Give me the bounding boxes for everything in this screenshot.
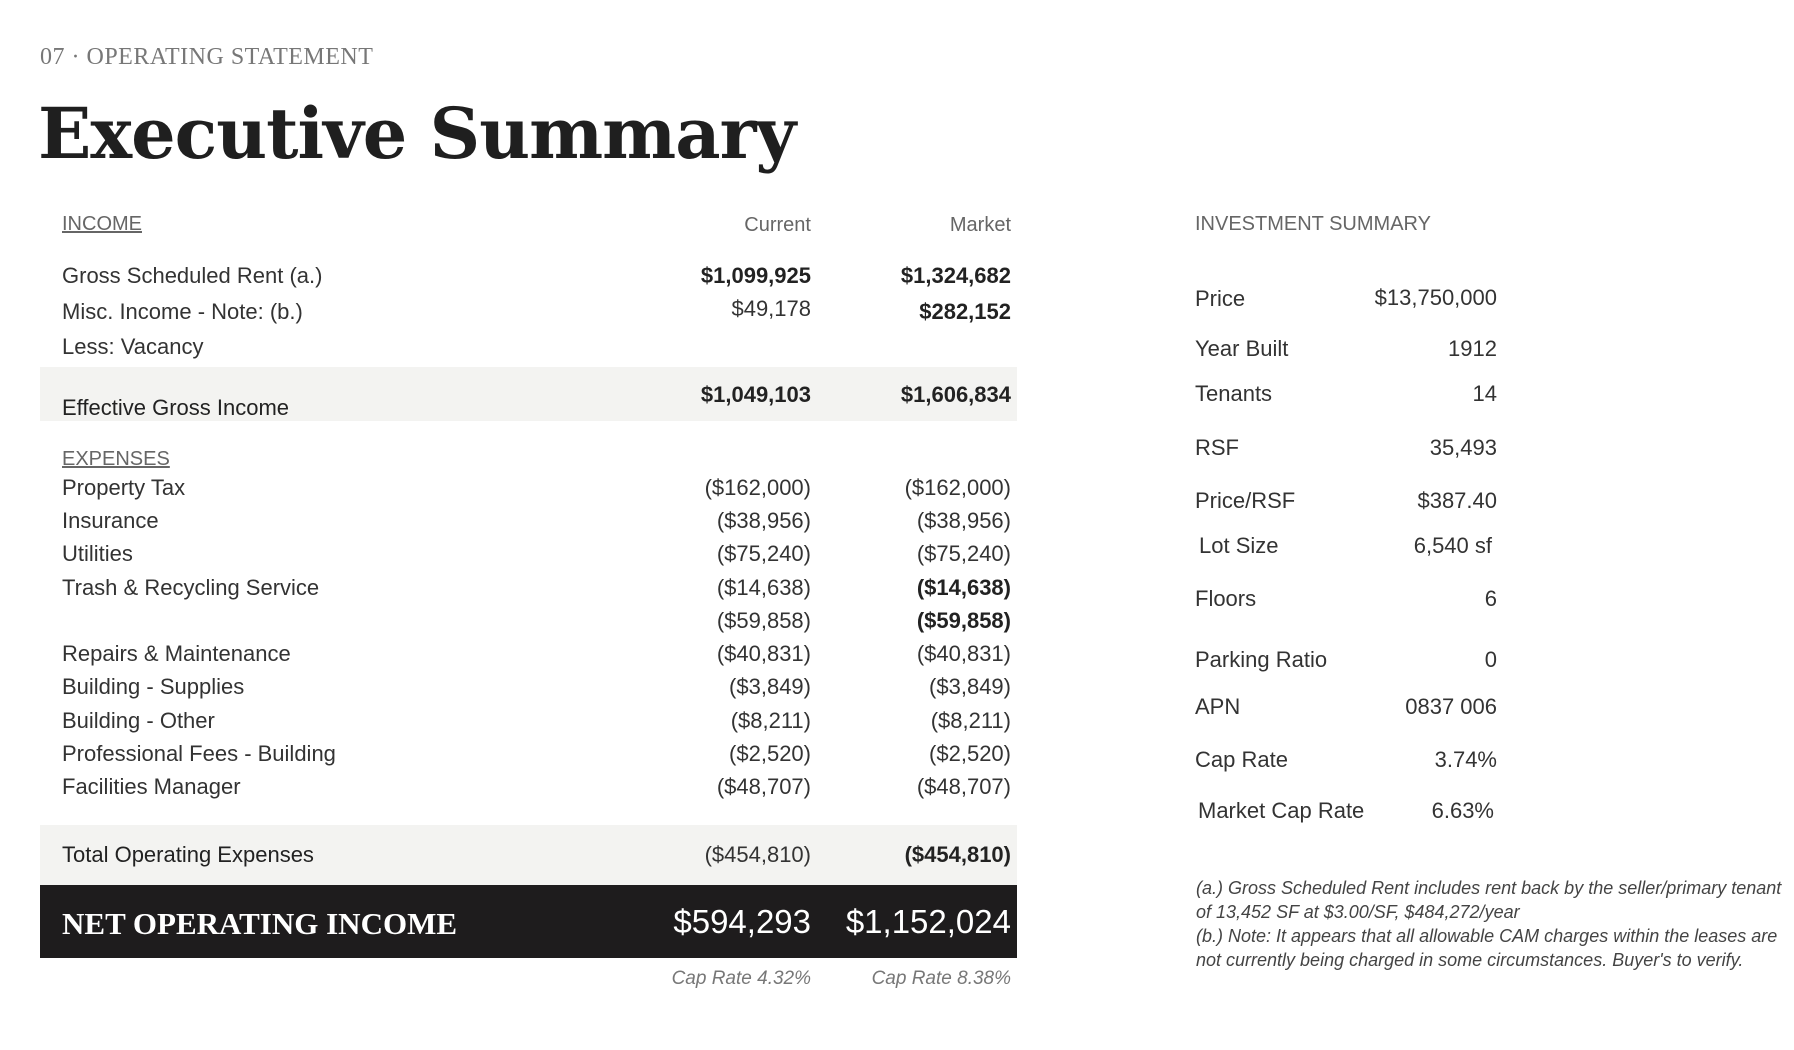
- egi-market: $1,606,834: [900, 382, 1011, 407]
- summary-value: 1912: [1448, 336, 1497, 361]
- section-label: 07 · OPERATING STATEMENT: [40, 44, 374, 70]
- income-row-market: $282,152: [919, 299, 1011, 324]
- expense-row-label: Professional Fees - Building: [62, 741, 336, 766]
- expense-row-market: ($162,000): [904, 475, 1011, 500]
- income-row-label: Less: Vacancy: [62, 334, 204, 359]
- expense-row-current: ($38,956): [716, 508, 811, 533]
- expense-row-market: ($14,638): [916, 575, 1011, 600]
- income-row-current: $1,099,925: [700, 263, 811, 288]
- total-expenses-label: Total Operating Expenses: [62, 842, 314, 867]
- egi-label: Effective Gross Income: [62, 395, 290, 420]
- summary-label: Price/RSF: [1195, 488, 1296, 513]
- summary-label: Market Cap Rate: [1198, 798, 1365, 823]
- expense-row-market: ($3,849): [929, 674, 1011, 699]
- income-row-current: $49,178: [731, 296, 811, 321]
- noi-current: $594,293: [673, 903, 811, 940]
- footnote-b: (b.) Note: It appears that all allowable CAM charges within the leases are not currently being charged in some circumstances. Buyer's to verify.: [1196, 926, 1778, 970]
- summary-label: Floors: [1195, 586, 1257, 611]
- summary-label: Cap Rate: [1195, 747, 1288, 772]
- cap-rate-market: Cap Rate 8.38%: [871, 968, 1011, 989]
- income-row-label: Gross Scheduled Rent (a.): [62, 263, 323, 288]
- investment-summary-title: INVESTMENT SUMMARY: [1195, 213, 1431, 235]
- expense-row-current: ($3,849): [729, 674, 811, 699]
- expense-row-current: ($2,520): [729, 741, 811, 766]
- noi-bar: [40, 885, 1017, 958]
- expense-row-label: Building - Other: [62, 708, 215, 733]
- cap-rate-current: Cap Rate 4.32%: [671, 968, 811, 989]
- current-column-header: Current: [744, 214, 811, 236]
- summary-value: $13,750,000: [1374, 285, 1497, 310]
- footnotes: [1196, 876, 1786, 972]
- total-expenses-current: ($454,810): [704, 842, 811, 867]
- summary-value: 6: [1484, 586, 1497, 611]
- expense-row-market: ($38,956): [916, 508, 1011, 533]
- expense-row-current: ($8,211): [730, 708, 811, 733]
- expense-row-current: ($75,240): [716, 541, 811, 566]
- expense-row-market: ($8,211): [930, 708, 1011, 733]
- market-column-header: Market: [949, 214, 1011, 236]
- expense-row-label: Insurance: [62, 508, 159, 533]
- expense-row-label: Repairs & Maintenance: [62, 641, 291, 666]
- expense-row-label: Building - Supplies: [62, 674, 245, 699]
- summary-label: Price: [1195, 286, 1246, 311]
- expense-row-current: ($40,831): [716, 641, 811, 666]
- egi-current: $1,049,103: [700, 382, 811, 407]
- summary-value: 14: [1472, 381, 1497, 406]
- expense-row-label: Trash & Recycling Service: [62, 575, 320, 600]
- summary-value: 6,540 sf: [1413, 533, 1492, 558]
- expense-row-market: ($48,707): [916, 774, 1011, 799]
- summary-label: Lot Size: [1199, 533, 1279, 558]
- summary-label: APN: [1195, 694, 1241, 719]
- total-expenses-market: ($454,810): [904, 842, 1011, 867]
- income-row-label: Misc. Income - Note: (b.): [62, 299, 303, 324]
- expenses-header: EXPENSES: [62, 448, 170, 470]
- summary-label: Year Built: [1195, 336, 1289, 361]
- expense-row-label: Utilities: [62, 541, 133, 566]
- income-header: INCOME: [62, 213, 142, 235]
- summary-label: RSF: [1195, 435, 1239, 460]
- expense-row-market: ($2,520): [929, 741, 1011, 766]
- summary-value: 0: [1484, 647, 1497, 672]
- expense-row-market: ($75,240): [916, 541, 1011, 566]
- income-row-market: $1,324,682: [900, 263, 1011, 288]
- summary-value: 0837 006: [1405, 694, 1497, 719]
- summary-label: Tenants: [1195, 381, 1273, 406]
- summary-value: 6.63%: [1431, 798, 1494, 823]
- noi-label: NET OPERATING INCOME: [62, 906, 458, 941]
- page-title: Executive Summary: [38, 92, 796, 175]
- expense-row-current: ($59,858): [716, 608, 811, 633]
- expense-row-label: Property Tax: [62, 475, 186, 500]
- expense-row-current: ($162,000): [704, 475, 811, 500]
- noi-market: $1,152,024: [845, 903, 1011, 940]
- summary-value: 35,493: [1429, 435, 1497, 460]
- summary-value: $387.40: [1417, 488, 1497, 513]
- expense-row-current: ($48,707): [716, 774, 811, 799]
- summary-value: 3.74%: [1434, 747, 1497, 772]
- expense-row-market: ($40,831): [916, 641, 1011, 666]
- summary-label: Parking Ratio: [1195, 647, 1328, 672]
- expense-row-market: ($59,858): [916, 608, 1011, 633]
- footnote-a: (a.) Gross Scheduled Rent includes rent back by the seller/primary tenant of 13,452 SF at $3.00/SF, $484,272/year: [1196, 878, 1782, 922]
- expense-row-current: ($14,638): [716, 575, 811, 600]
- expense-row-label: Facilities Manager: [62, 774, 241, 799]
